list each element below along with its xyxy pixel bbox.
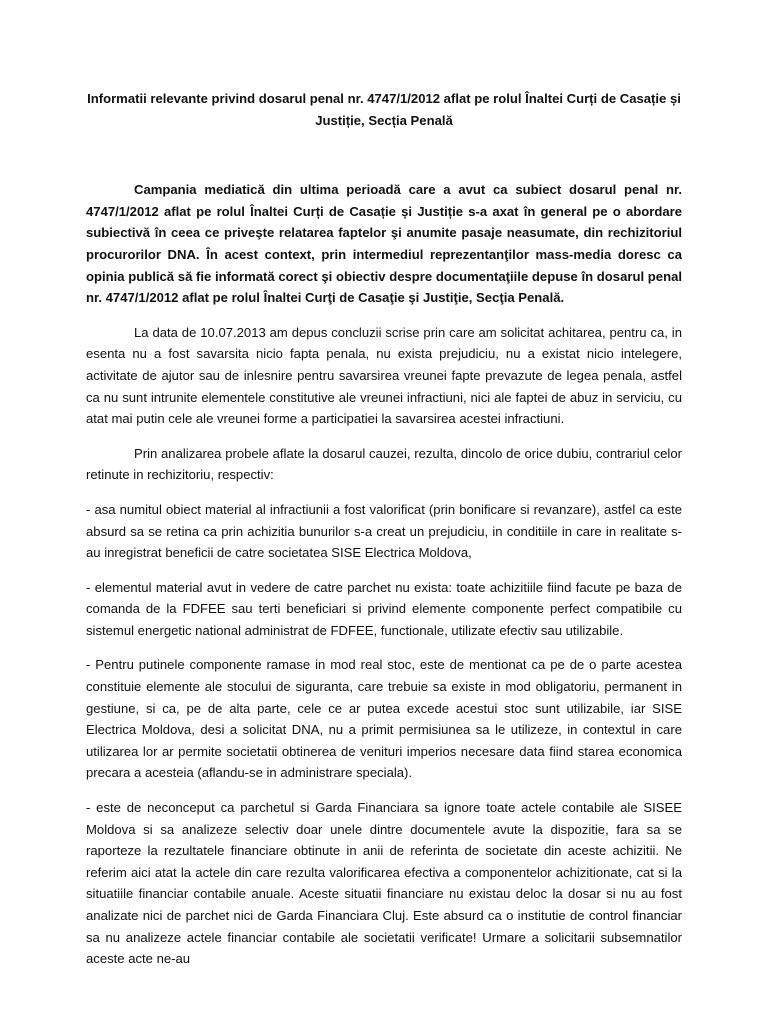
evidence-paragraph: Prin analizarea probele aflate la dosarul cauzei, rezulta, dincolo de orice dubiu, contrariul celor retinute in rechizitoriu, respectiv:: [86, 445, 682, 483]
list-item-financial-records: - este de neconceput ca parchetul si Garda Financiara sa ignore toate actele contabile ale SISEE Moldova si sa analizeze selectiv doar unele dintre documentele avute la dispozitie, fara sa se raporteze la rezultatele financiare obtinute in anii de referinta de societate din aceste achizitii. Ne referim aici atat la actele din care rezulta valorificarea efectiva a componentelor achizitionate, cat si la situatiile financiar contabile anuale. Aceste situatii financiare nu existau deloc la dosar si nu au fost analizate nici de parchet nici de Garda Financiara Cluj. Este absurd ca o institutie de control financiar sa nu analizeze actele financiar contabile ale societatii verificate! Urmare a solicitarii subsemnatilor aceste acte ne-au: [86, 800, 682, 967]
intro-paragraph: Campania mediatică din ultima perioadă care a avut ca subiect dosarul penal nr. 4747/1/2012 aflat pe rolul Înaltei Curți de Casație și Justiție s-a axat în general pe o abordare subiectivă în ceea ce priveşte relatarea faptelor şi anumite pasaje neasumate, din rechizitoriul procurorilor DNA. În acest context, prin intermediul reprezentanţilor mass-media doresc ca opinia publică să fie informată corect şi obiectiv despre documentaţiile depuse în dosarul penal nr. 4747/1/2012 aflat pe rolul Înaltei Curţi de Casaţie şi Justiţie, Secţia Penală.: [86, 182, 682, 306]
document-title: Informatii relevante privind dosarul penal nr. 4747/1/2012 aflat pe rolul Înaltei Curți de Casație și Justiție, Secția Penală: [87, 91, 681, 128]
list-item-material-element: - elementul material avut in vedere de catre parchet nu exista: toate achizitiile fiind facute pe baza de comanda de la FDFEE sau terti beneficiari si privind elemente componente perfect compatibile cu sistemul energetic national administrat de FDFEE, functionale, utilizate efectiv sau utilizabile.: [86, 579, 682, 638]
list-item-valorification: - asa numitul obiect material al infractiunii a fost valorificat (prin bonificare si revanzare), astfel ca este absurd sa se retina ca prin achizitia bunurilor s-a creat un prejudiciu, in conditiile in care in realitate s-au inregistrat beneficii de catre societatea SISE Electrica Moldova,: [86, 501, 682, 561]
conclusions-paragraph: La data de 10.07.2013 am depus concluzii scrise prin care am solicitat achitarea, pentru ca, in esenta nu a fost savarsita nicio fapta penala, nu exista prejudiciu, nu a existat nicio intelegere, activitate de ajutor sau de inlesnire pentru savarsirea vreunei fapte prevazute de legea penala, astfel ca nu sunt intrunite elementele constitutive ale vreunei infractiuni, nici ale faptei de abuz in serviciu, cu atat mai putin cele ale vreunei forme a participatiei la savarsirea acestei infractiuni.: [86, 324, 682, 427]
list-item-stock-components: - Pentru putinele componente ramase in mod real stoc, este de mentionat ca pe de o parte acestea constituie elemente ale stocului de siguranta, care trebuie sa existe in mod obligatoriu, permanent in gestiune, si ca, pe de alta parte, cele ce ar putea excede acestui stoc sunt utilizabile, iar SISE Electrica Moldova, desi a solicitat DNA, nu a primit permisiunea sa le utilizeze, in contextul in care utilizarea lor ar permite societatii obtinerea de venituri imperios necesare data fiind starea economica precara a acesteia (aflandu-se in administrare speciala).: [86, 657, 682, 781]
document-page: [86, 88, 682, 970]
